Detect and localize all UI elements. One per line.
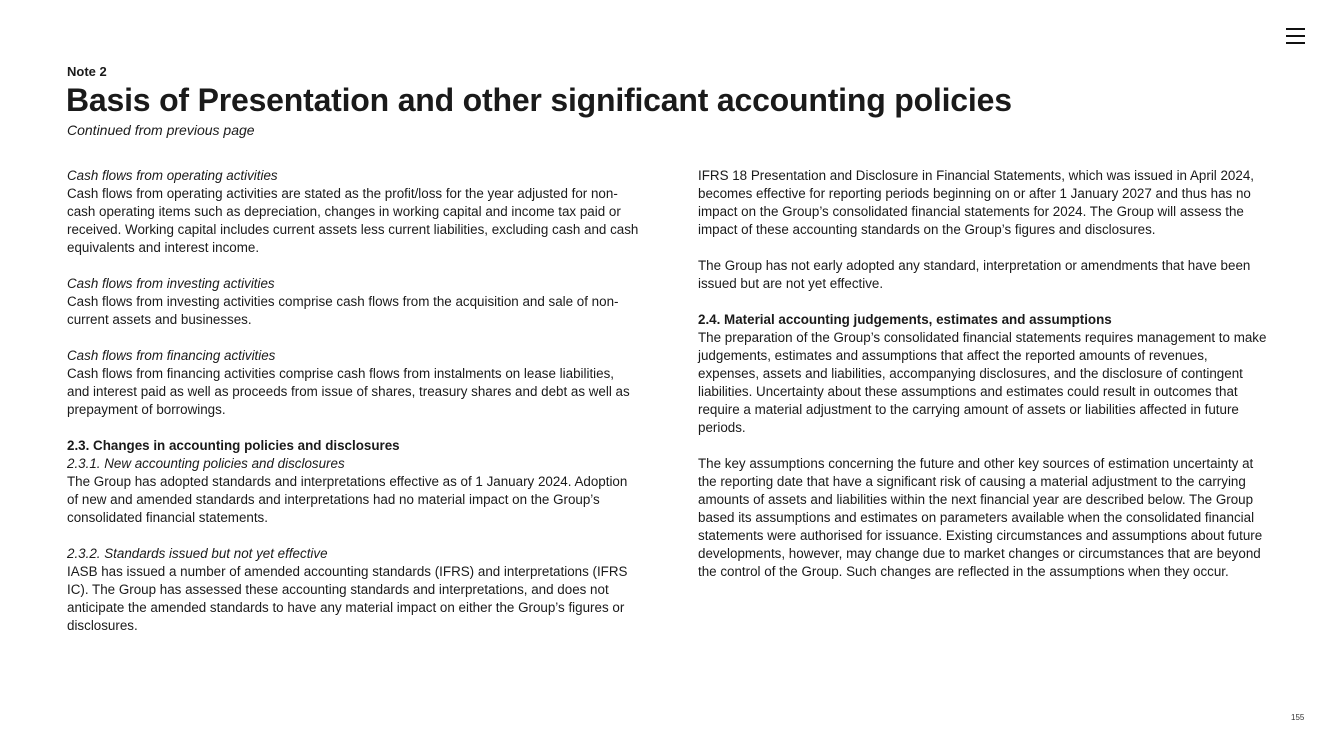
not-early-adopted-section: [698, 257, 1270, 293]
financing-activities-heading: Cash flows from financing activities: [67, 348, 276, 363]
investing-activities-section: [67, 275, 639, 329]
key-assumptions-section: [698, 455, 1270, 581]
changes-in-policies-section: [67, 437, 639, 527]
standards-issued-subheading: 2.3.2. Standards issued but not yet effective: [67, 546, 328, 561]
page-number: 155: [1291, 713, 1305, 722]
investing-activities-heading: Cash flows from investing activities: [67, 276, 275, 291]
new-policies-text: The Group has adopted standards and interpretations effective as of 1 January 2024. Adoption of new and amended standards and interpretations had no material impact on the Group’s consolidated financial statements.: [67, 474, 628, 525]
operating-activities-text: Cash flows from operating activities are stated as the profit/loss for the year adjusted for non-cash operating items such as depreciation, changes in working capital and income tax paid or received. Working capital includes current assets less current liabilities, excluding cash and cash equivalents and interest income.: [67, 186, 639, 255]
left-column: [67, 167, 639, 653]
investing-activities-text: Cash flows from investing activities comprise cash flows from the acquisition and sale of non-current assets and businesses.: [67, 294, 619, 327]
judgements-heading: 2.4. Material accounting judgements, estimates and assumptions: [698, 312, 1112, 327]
standards-issued-section: [67, 545, 639, 635]
not-early-adopted-text: The Group has not early adopted any standard, interpretation or amendments that have been issued but are not yet effective.: [698, 258, 1251, 291]
financing-activities-section: [67, 347, 639, 419]
menu-bar: [1286, 28, 1305, 30]
page-title: Basis of Presentation and other significant accounting policies: [66, 82, 1012, 118]
note-label: Note 2: [67, 64, 107, 79]
menu-bar: [1286, 35, 1305, 37]
right-column: [698, 167, 1270, 599]
operating-activities-heading: Cash flows from operating activities: [67, 168, 278, 183]
judgements-section: [698, 311, 1270, 437]
standards-issued-text: IASB has issued a number of amended accounting standards (IFRS) and interpretations (IFRS IC). The Group has assessed these accounting standards and interpretations, and does not anticipate the amended standards to have any material impact on either the Group’s figures or disclosures.: [67, 564, 628, 633]
ifrs18-text: IFRS 18 Presentation and Disclosure in Financial Statements, which was issued in April 2024, becomes effective for reporting periods beginning on or after 1 January 2027 and thus has no impact on the Group’s consolidated financial statements for 2024. The Group will assess the impact of these accounting standards on the Group’s figures and disclosures.: [698, 168, 1254, 237]
new-policies-subheading: 2.3.1. New accounting policies and disclosures: [67, 456, 345, 471]
menu-bar: [1286, 42, 1305, 44]
ifrs18-section: [698, 167, 1270, 239]
financing-activities-text: Cash flows from financing activities comprise cash flows from instalments on lease liabilities, and interest paid as well as proceeds from issue of shares, treasury shares and debt as well as prepayment of borrowings.: [67, 366, 630, 417]
page-subtitle: Continued from previous page: [67, 122, 255, 138]
changes-in-policies-heading: 2.3. Changes in accounting policies and disclosures: [67, 438, 400, 453]
operating-activities-section: [67, 167, 639, 257]
key-assumptions-text: The key assumptions concerning the future and other key sources of estimation uncertainty at the reporting date that have a significant risk of causing a material adjustment to the carrying amounts of assets and liabilities within the next financial year are described below. The Group based its assumptions and estimates on parameters available when the consolidated financial statements were authorised for issuance. Existing circumstances and assumptions about future developments, however, may change due to market changes or circumstances that are beyond the control of the Group. Such changes are reflected in the assumptions when they occur.: [698, 456, 1263, 579]
hamburger-menu-icon[interactable]: [1286, 27, 1306, 45]
judgements-text: The preparation of the Group’s consolidated financial statements requires management to make judgements, estimates and assumptions that affect the reported amounts of revenues, expenses, assets and liabilities, accompanying disclosures, and the disclosure of contingent liabilities. Uncertainty about these assumptions and estimates could result in outcomes that require a material adjustment to the carrying amount of assets or liabilities affected in future periods.: [698, 330, 1267, 435]
